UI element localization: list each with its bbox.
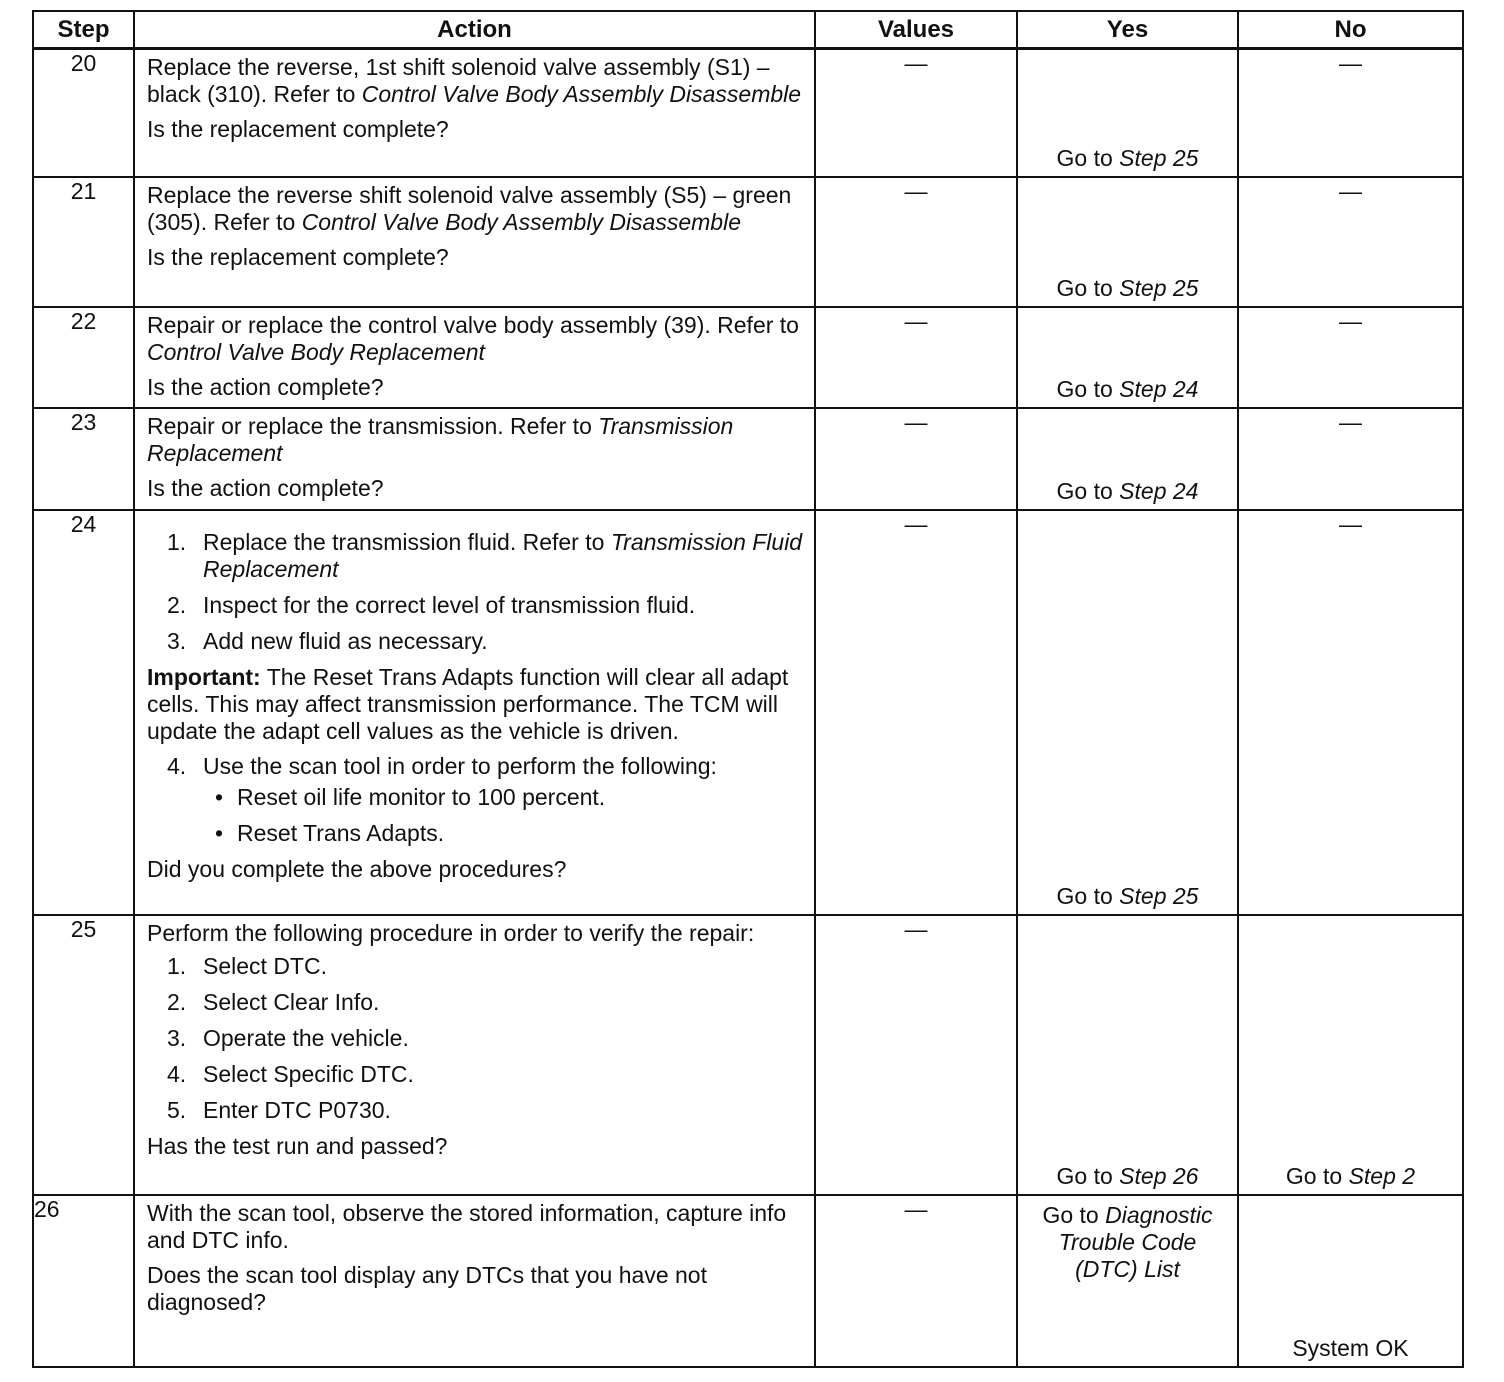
list-item-text: Add new fluid as necessary. — [203, 627, 488, 654]
empty-dash: — — [1339, 408, 1362, 435]
no-cell — [1238, 510, 1463, 915]
yes-cell — [1017, 915, 1238, 1195]
action-text: Perform the following procedure in order to verify the repair: — [147, 919, 755, 946]
yes-cell — [1017, 1195, 1238, 1367]
table-row-step-20 — [33, 49, 1463, 177]
list-item — [147, 1025, 804, 1052]
step-number: 23 — [33, 408, 134, 510]
step-number: 22 — [33, 307, 134, 408]
action-question: Is the replacement complete? — [147, 243, 449, 270]
empty-dash: — — [904, 177, 928, 204]
important-label: Important: — [147, 663, 261, 690]
list-item-number: 1. — [167, 952, 187, 979]
important-text: The Reset Trans Adapts function will clear all adapt cells. This may affect transmission performance. The TCM will update the adapt cell values as the vehicle is driven. — [147, 663, 789, 744]
procedure-reference: Transmission Fluid Replacement — [203, 528, 803, 582]
empty-dash: — — [1339, 50, 1362, 76]
list-item-number: 2. — [167, 988, 187, 1015]
yes-goto — [1018, 376, 1237, 403]
empty-dash: — — [904, 510, 928, 537]
values-cell — [815, 1195, 1017, 1367]
values-cell — [815, 915, 1017, 1195]
step-number: 20 — [33, 49, 134, 177]
bullet-list — [147, 784, 804, 847]
action-text — [147, 413, 804, 467]
empty-dash: — — [904, 50, 928, 76]
action-cell — [134, 307, 815, 408]
action-text — [147, 54, 804, 108]
list-item-text: Use the scan tool in order to perform the following: — [203, 752, 717, 779]
header-values: Values — [815, 11, 1017, 49]
empty-dash: — — [904, 915, 928, 942]
goto-label: Go to — [1056, 375, 1113, 402]
step-number: 25 — [33, 915, 134, 1195]
step-reference-link[interactable]: Step 24 — [1119, 375, 1199, 402]
empty-dash: — — [1339, 177, 1362, 204]
action-question: Is the action complete? — [147, 474, 384, 501]
step-reference-link[interactable]: Step 26 — [1119, 1162, 1199, 1189]
header-yes: Yes — [1017, 11, 1238, 49]
table-row-step-25 — [33, 915, 1463, 1195]
step-number: 24 — [33, 510, 134, 915]
step-reference-link[interactable]: Step 25 — [1119, 144, 1199, 171]
list-item-text: Enter DTC P0730. — [203, 1096, 391, 1123]
procedure-list — [147, 529, 804, 655]
no-cell — [1238, 915, 1463, 1195]
goto-label: Go to — [1056, 144, 1113, 171]
goto-label: Go to — [1056, 274, 1113, 301]
list-item-text: Replace the transmission fluid. Refer to — [203, 528, 611, 555]
no-cell — [1238, 408, 1463, 510]
list-item — [147, 628, 804, 655]
action-question: Did you complete the above procedures? — [147, 855, 567, 882]
procedure-list — [147, 753, 804, 780]
list-item-number: 5. — [167, 1096, 187, 1123]
system-ok-text: System OK — [1292, 1334, 1409, 1361]
goto-label: Go to — [1056, 477, 1113, 504]
goto-label: Go to — [1285, 1162, 1343, 1189]
action-cell — [134, 1195, 815, 1367]
list-item — [147, 753, 804, 780]
action-cell — [134, 408, 815, 510]
goto-label: Go to — [1042, 1201, 1099, 1228]
yes-goto — [1018, 478, 1237, 505]
action-cell — [134, 510, 815, 915]
no-cell — [1238, 307, 1463, 408]
yes-goto — [1018, 1163, 1237, 1190]
empty-dash: — — [1339, 307, 1362, 334]
action-text — [147, 182, 804, 236]
list-item — [147, 989, 804, 1016]
action-question: Has the test run and passed? — [147, 1132, 448, 1159]
list-item-text: Inspect for the correct level of transmission fluid. — [203, 591, 696, 618]
goto-label: Go to — [1056, 882, 1113, 909]
table-row-step-24 — [33, 510, 1463, 915]
step-reference-link[interactable]: Step 2 — [1348, 1162, 1416, 1189]
action-instruction: Replace the reverse, 1st shift solenoid valve assembly (S1) – black (310). Refer to — [147, 54, 770, 107]
yes-goto — [1018, 145, 1237, 172]
list-item — [147, 1061, 804, 1088]
header-row — [33, 11, 1463, 49]
values-cell — [815, 408, 1017, 510]
step-number: 26 — [33, 1195, 134, 1367]
procedure-reference-link[interactable]: Diagnostic Trouble Code (DTC) List — [1058, 1201, 1213, 1282]
list-item — [147, 592, 804, 619]
procedure-reference: Control Valve Body Replacement — [147, 338, 485, 365]
list-item-number: 2. — [167, 591, 187, 618]
action-instruction: Replace the reverse shift solenoid valve assembly (S5) – green (305). Refer to — [147, 181, 792, 235]
important-note — [147, 664, 804, 745]
list-item-number: 3. — [167, 1024, 187, 1051]
diagnostic-table — [32, 10, 1464, 1368]
action-text: With the scan tool, observe the stored information, capture info and DTC info. — [147, 1199, 787, 1253]
list-item-text: Operate the vehicle. — [203, 1024, 409, 1051]
yes-goto — [1018, 883, 1237, 910]
empty-dash: — — [904, 1195, 928, 1222]
values-cell — [815, 177, 1017, 307]
no-cell — [1238, 49, 1463, 177]
list-item-text: Select Specific DTC. — [203, 1060, 414, 1087]
values-cell — [815, 307, 1017, 408]
list-item-text: Select Clear Info. — [203, 988, 380, 1015]
action-instruction: Repair or replace the transmission. Refer to — [147, 412, 599, 439]
action-cell — [134, 49, 815, 177]
procedure-reference: Transmission Replacement — [147, 412, 734, 466]
action-cell — [134, 915, 815, 1195]
list-item-number: 1. — [167, 528, 187, 555]
list-item-number: 4. — [167, 752, 187, 779]
procedure-reference: Control Valve Body Assembly Disassemble — [301, 208, 741, 235]
list-item-text: Select DTC. — [203, 952, 327, 979]
no-cell — [1238, 1195, 1463, 1367]
yes-cell — [1017, 408, 1238, 510]
empty-dash: — — [904, 307, 928, 334]
table-row-step-21 — [33, 177, 1463, 307]
header-action: Action — [134, 11, 815, 49]
no-cell — [1238, 177, 1463, 307]
yes-goto — [1018, 275, 1237, 302]
step-reference-link[interactable]: Step 25 — [1119, 882, 1199, 909]
action-question: Is the replacement complete? — [147, 116, 449, 142]
bullet-item: • Reset oil life monitor to 100 percent. — [147, 784, 804, 811]
yes-goto — [1018, 1202, 1237, 1283]
empty-dash: — — [904, 408, 928, 435]
yes-cell — [1017, 510, 1238, 915]
procedure-list — [147, 953, 804, 1124]
list-item — [147, 953, 804, 980]
values-cell — [815, 49, 1017, 177]
action-question: Does the scan tool display any DTCs that you have not diagnosed? — [147, 1261, 707, 1315]
header-step: Step — [33, 11, 134, 49]
values-cell — [815, 510, 1017, 915]
table-row-step-22 — [33, 307, 1463, 408]
action-text — [147, 312, 804, 366]
yes-cell — [1017, 177, 1238, 307]
list-item — [147, 1097, 804, 1124]
bullet-item: • Reset Trans Adapts. — [147, 820, 804, 847]
empty-dash: — — [1339, 510, 1362, 537]
yes-cell — [1017, 307, 1238, 408]
list-item-number: 4. — [167, 1060, 187, 1087]
action-question: Is the action complete? — [147, 373, 384, 400]
yes-cell — [1017, 49, 1238, 177]
header-no: No — [1238, 11, 1463, 49]
procedure-reference: Control Valve Body Assembly Disassemble — [361, 81, 802, 107]
list-item-number: 3. — [167, 627, 187, 654]
table-row-step-26 — [33, 1195, 1463, 1367]
goto-label: Go to — [1056, 1162, 1113, 1189]
action-cell — [134, 177, 815, 307]
no-goto — [1239, 1163, 1462, 1190]
step-number: 21 — [33, 177, 134, 307]
list-item — [147, 529, 804, 583]
table-row-step-23 — [33, 408, 1463, 510]
step-reference-link[interactable]: Step 24 — [1119, 477, 1199, 504]
step-reference-link[interactable]: Step 25 — [1119, 274, 1199, 301]
action-instruction: Repair or replace the control valve body assembly (39). Refer to — [147, 311, 799, 338]
